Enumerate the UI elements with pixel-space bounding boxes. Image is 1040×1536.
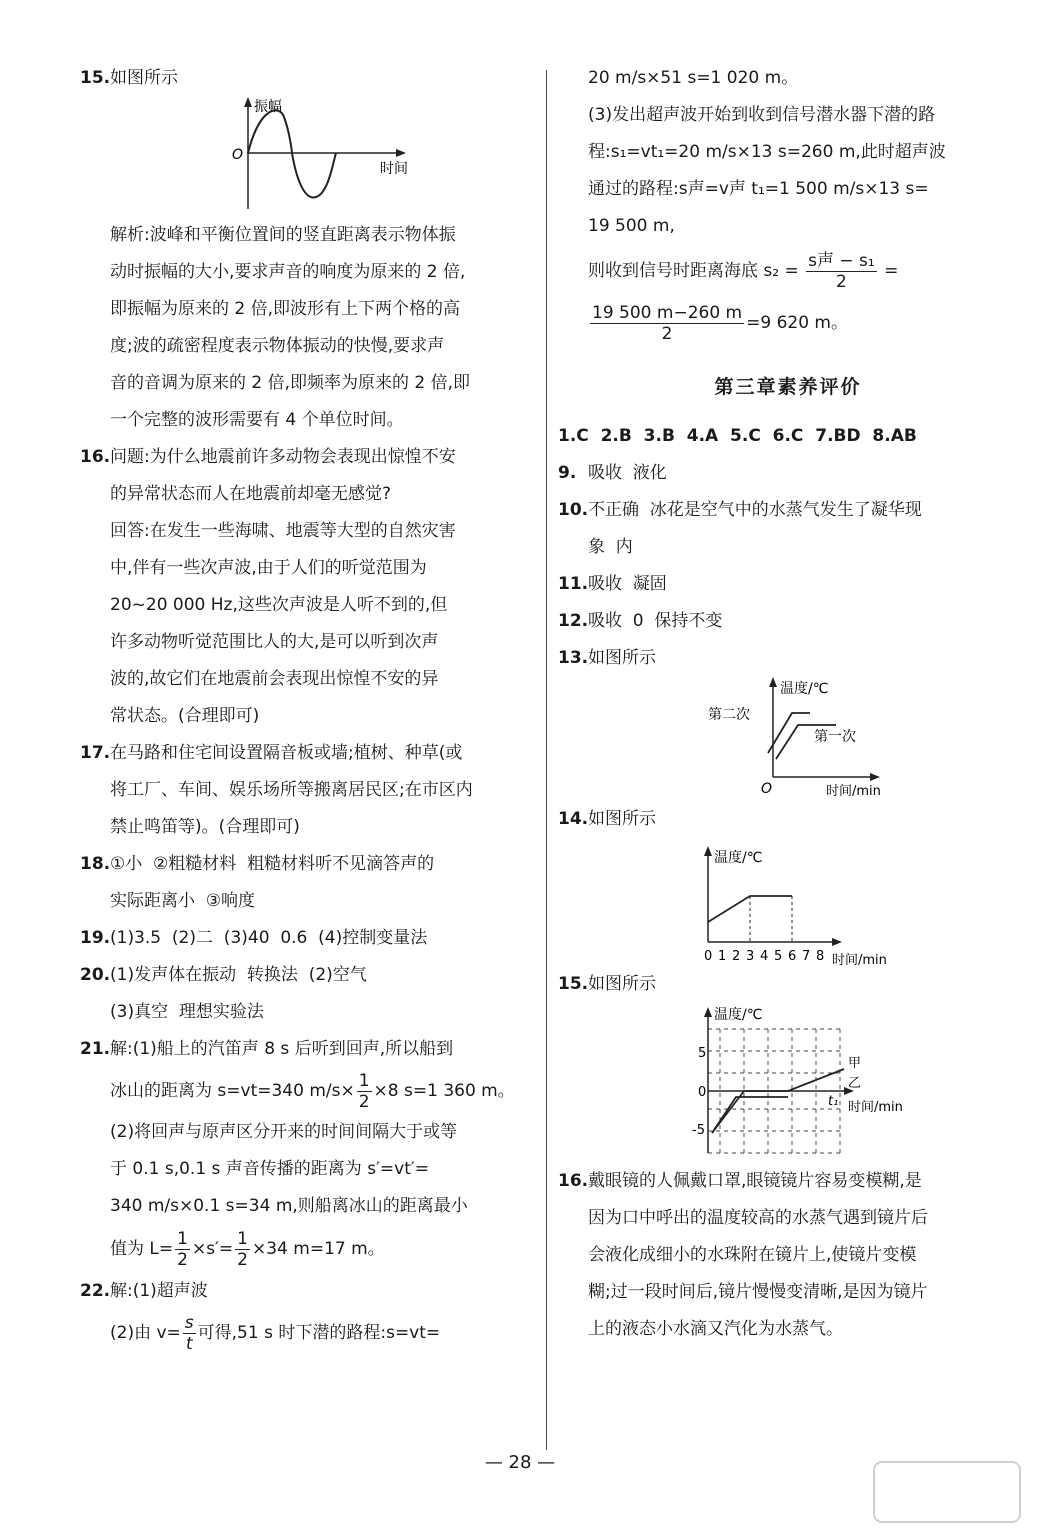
x-axis-label: 时间/min [832, 953, 887, 966]
answer-line [110, 1310, 538, 1356]
text-part: 则收到信号时距离海底 s₂ = [588, 261, 799, 281]
analysis-line: 解析:波峰和平衡位置间的竖直距离表示物体振 [110, 225, 456, 245]
numerator: s [184, 1312, 194, 1333]
question-15 [80, 60, 538, 97]
figure-15 [558, 1003, 1018, 1163]
series-label: 甲 [848, 1056, 862, 1071]
question-number: 16. [558, 1171, 589, 1191]
y-axis-label: 温度/℃ [780, 681, 829, 697]
answer-line: 解:(1)超声波 [110, 1281, 208, 1301]
wave-figure [80, 97, 538, 217]
series-label: 乙 [848, 1076, 862, 1091]
answer-line: 常状态。(合理即可) [110, 706, 260, 726]
origin-label: O [761, 781, 773, 797]
tick: 3 [746, 949, 755, 964]
question-number: 15. [558, 974, 589, 994]
analysis-line: 音的音调为原来的 2 倍,即频率为原来的 2 倍,即 [110, 373, 471, 393]
question-number: 15. [80, 68, 111, 88]
text-part: = [884, 261, 899, 281]
text-part: ×8 s=1 360 m。 [373, 1081, 515, 1101]
answer-line: 中,伴有一些次声波,由于人们的听觉范围为 [110, 558, 427, 578]
series-label: 第二次 [708, 707, 750, 723]
tick: 0 [704, 949, 713, 964]
answer-line [588, 297, 1018, 349]
question-22 [80, 1273, 538, 1356]
tick: 1 [718, 949, 727, 964]
answer-line: (3)发出超声波开始到收到信号潜水器下潜的路 [588, 105, 936, 125]
temperature-graph [558, 677, 1018, 801]
answer-line: 如图所示 [588, 974, 656, 994]
curve-second [768, 713, 810, 753]
question-9 [558, 455, 1018, 492]
answer-line: 许多动物听觉范围比人的大,是可以听到次声 [110, 632, 439, 652]
fraction [806, 251, 877, 292]
tick: 5 [774, 949, 783, 964]
denominator: 2 [358, 1091, 370, 1112]
numerator: 1 [358, 1070, 370, 1091]
fraction [590, 303, 744, 344]
question-10 [558, 492, 1018, 566]
text-part: 冰山的距离为 s=vt=340 m/s× [110, 1081, 355, 1101]
answer-line [588, 245, 1018, 297]
answer-line: 解:(1)船上的汽笛声 8 s 后听到回声,所以船到 [110, 1039, 454, 1059]
answer-line: 340 m/s×0.1 s=34 m,则船离冰山的距离最小 [110, 1196, 468, 1216]
text-part: =9 620 m。 [746, 313, 848, 333]
wave-curve [248, 110, 336, 197]
question-number: 17. [80, 743, 111, 763]
curve-jia [712, 1069, 844, 1133]
answer-line: 实际距离小 ③响度 [110, 891, 256, 911]
answer-line: 20 m/s×51 s=1 020 m。 [588, 68, 799, 88]
y-axis-label: 温度/℃ [714, 850, 763, 866]
question-19 [80, 920, 538, 957]
answer-line: 程:s₁=vt₁=20 m/s×13 s=260 m,此时超声波 [588, 142, 946, 162]
question-number: 12. [558, 611, 589, 631]
tick: 2 [732, 949, 741, 964]
question-number: 18. [80, 854, 111, 874]
answer-line [110, 1225, 538, 1273]
answer-line: 在马路和住宅间设置隔音板或墙;植树、种草(或 [110, 743, 463, 763]
fraction [235, 1229, 250, 1270]
tick: 7 [802, 949, 811, 964]
text-part: ×34 m=17 m。 [252, 1239, 385, 1259]
x-axis-label: 时间/min [848, 1100, 903, 1115]
analysis-line: 即振幅为原来的 2 倍,即波形有上下两个格的高 [110, 299, 461, 319]
origin-label: O [232, 147, 244, 163]
y-axis-label: 温度/℃ [714, 1007, 763, 1023]
question-18 [80, 846, 538, 920]
t1-label: t₁ [828, 1094, 839, 1109]
question-number: 22. [80, 1281, 111, 1301]
curve-yi [712, 1097, 788, 1133]
answer-line: 于 0.1 s,0.1 s 声音传播的距离为 s′=vt′= [110, 1159, 429, 1179]
numerator: 19 500 m−260 m [592, 302, 743, 323]
right-column [558, 60, 1018, 1348]
page-number: — 28 — [484, 1452, 556, 1473]
temperature-graph [558, 838, 1018, 966]
answer-line: 上的液态小水滴又汽化为水蒸气。 [588, 1319, 843, 1339]
denominator: 2 [237, 1249, 248, 1270]
tick: 8 [816, 949, 825, 964]
tick: 4 [760, 949, 769, 964]
answer-line: 19 500 m, [588, 216, 675, 236]
answer-line: (3)真空 理想实验法 [110, 1002, 264, 1022]
question-21 [80, 1031, 538, 1273]
answer-line [110, 1068, 538, 1114]
melting-figure-13 [558, 677, 1018, 801]
numerator: 1 [237, 1228, 248, 1249]
tick: 6 [788, 949, 797, 964]
question-number: 19. [80, 928, 111, 948]
question-number: 20. [80, 965, 111, 985]
answer-line: 如图所示 [588, 648, 656, 668]
analysis-15 [80, 217, 538, 439]
question-number: 21. [80, 1039, 111, 1059]
answer-line: 将工厂、车间、娱乐场所等搬离居民区;在市区内 [110, 780, 473, 800]
answer-line: 回答:在发生一些海啸、地震等大型的自然灾害 [110, 521, 456, 541]
left-column [80, 60, 538, 1356]
question-12 [558, 603, 1018, 640]
denominator: 2 [836, 271, 847, 292]
question-16 [80, 439, 538, 735]
question-17 [80, 735, 538, 846]
answer-line: 禁止鸣笛等)。(合理即可) [110, 817, 300, 837]
question-11 [558, 566, 1018, 603]
numerator: 1 [177, 1228, 188, 1249]
x-axis-label: 时间 [380, 161, 408, 177]
watermark-logo [872, 1460, 1022, 1528]
denominator: t [185, 1333, 193, 1354]
analysis-line: 一个完整的波形需要有 4 个单位时间。 [110, 410, 404, 430]
answer-line: ①小 ②粗糙材料 粗糙材料听不见滴答声的 [110, 854, 435, 874]
analysis-line: 动时振幅的大小,要求声音的响度为原来的 2 倍, [110, 262, 466, 282]
question-number: 11. [558, 574, 589, 594]
y-tick: 0 [698, 1085, 707, 1100]
question-number: 14. [558, 809, 589, 829]
answer-line: 戴眼镜的人佩戴口罩,眼镜镜片容易变模糊,是 [588, 1171, 922, 1191]
x-axis-label: 时间/min [826, 784, 881, 799]
answer-line: (1)3.5 (2)二 (3)40 0.6 (4)控制变量法 [110, 928, 428, 948]
temperature-graph [558, 1003, 1018, 1163]
fraction [175, 1229, 190, 1270]
wave-graph [80, 97, 500, 217]
y-tick: -5 [692, 1123, 705, 1138]
answer-line: 波的,故它们在地震前会表现出惊惶不安的异 [110, 669, 439, 689]
fraction [183, 1313, 196, 1354]
text-part: ×s′= [191, 1239, 234, 1259]
analysis-line: 度;波的疏密程度表示物体振动的快慢,要求声 [110, 336, 445, 356]
question-15r [558, 966, 1018, 1003]
q22-continued [558, 60, 1018, 349]
figure-14 [558, 838, 1018, 966]
text-part: 值为 L= [110, 1239, 174, 1259]
question-14 [558, 801, 1018, 838]
answer-line: 如图所示 [588, 809, 656, 829]
text-part: 可得,51 s 时下潜的路程:s=vt= [197, 1323, 441, 1343]
answer-line: 通过的路程:s声=v声 t₁=1 500 m/s×13 s= [588, 179, 929, 199]
question-number: 16. [80, 447, 111, 467]
answer-line: 因为口中呼出的温度较高的水蒸气遇到镜片后 [588, 1208, 928, 1228]
answer-line: 象 内 [588, 537, 633, 557]
answer-line: 不正确 冰花是空气中的水蒸气发生了凝华现 [588, 500, 922, 520]
numerator: s声 − s₁ [808, 250, 875, 271]
question-16r [558, 1163, 1018, 1348]
answer-line: 吸收 液化 [588, 463, 667, 483]
answer-line: (2)将回声与原声区分开来的时间间隔大于或等 [110, 1122, 458, 1142]
question-number: 9. [558, 463, 577, 483]
answer-line: 问题:为什么地震前许多动物会表现出惊惶不安 [110, 447, 456, 467]
answer-line: 糊;过一段时间后,镜片慢慢变清晰,是因为镜片 [588, 1282, 928, 1302]
section-heading: 第三章素养评价 [714, 376, 862, 398]
series-label: 第一次 [814, 729, 856, 745]
answer-line: 的异常状态而人在地震前却毫无感觉? [110, 484, 392, 504]
denominator: 2 [177, 1249, 188, 1270]
question-number: 13. [558, 648, 589, 668]
choice-answers: 1.C 2.B 3.B 4.A 5.C 6.C 7.BD 8.AB [558, 426, 917, 446]
answer-line: 20~20 000 Hz,这些次声波是人听不到的,但 [110, 595, 448, 615]
fraction [357, 1071, 372, 1112]
text-part: (2)由 v= [110, 1323, 181, 1343]
question-13 [558, 640, 1018, 677]
answer-line: (1)发声体在振动 转换法 (2)空气 [110, 965, 367, 985]
question-20 [80, 957, 538, 1031]
column-divider [546, 70, 547, 1450]
answer-line: 吸收 凝固 [588, 574, 667, 594]
y-axis-label: 振幅 [254, 99, 282, 115]
question-number: 10. [558, 500, 589, 520]
question-text: 如图所示 [110, 68, 178, 88]
y-tick: 5 [698, 1046, 707, 1061]
answer-line: 会液化成细小的水珠附在镜片上,使镜片变模 [588, 1245, 917, 1265]
answer-line: 吸收 0 保持不变 [588, 611, 723, 631]
denominator: 2 [661, 323, 673, 344]
